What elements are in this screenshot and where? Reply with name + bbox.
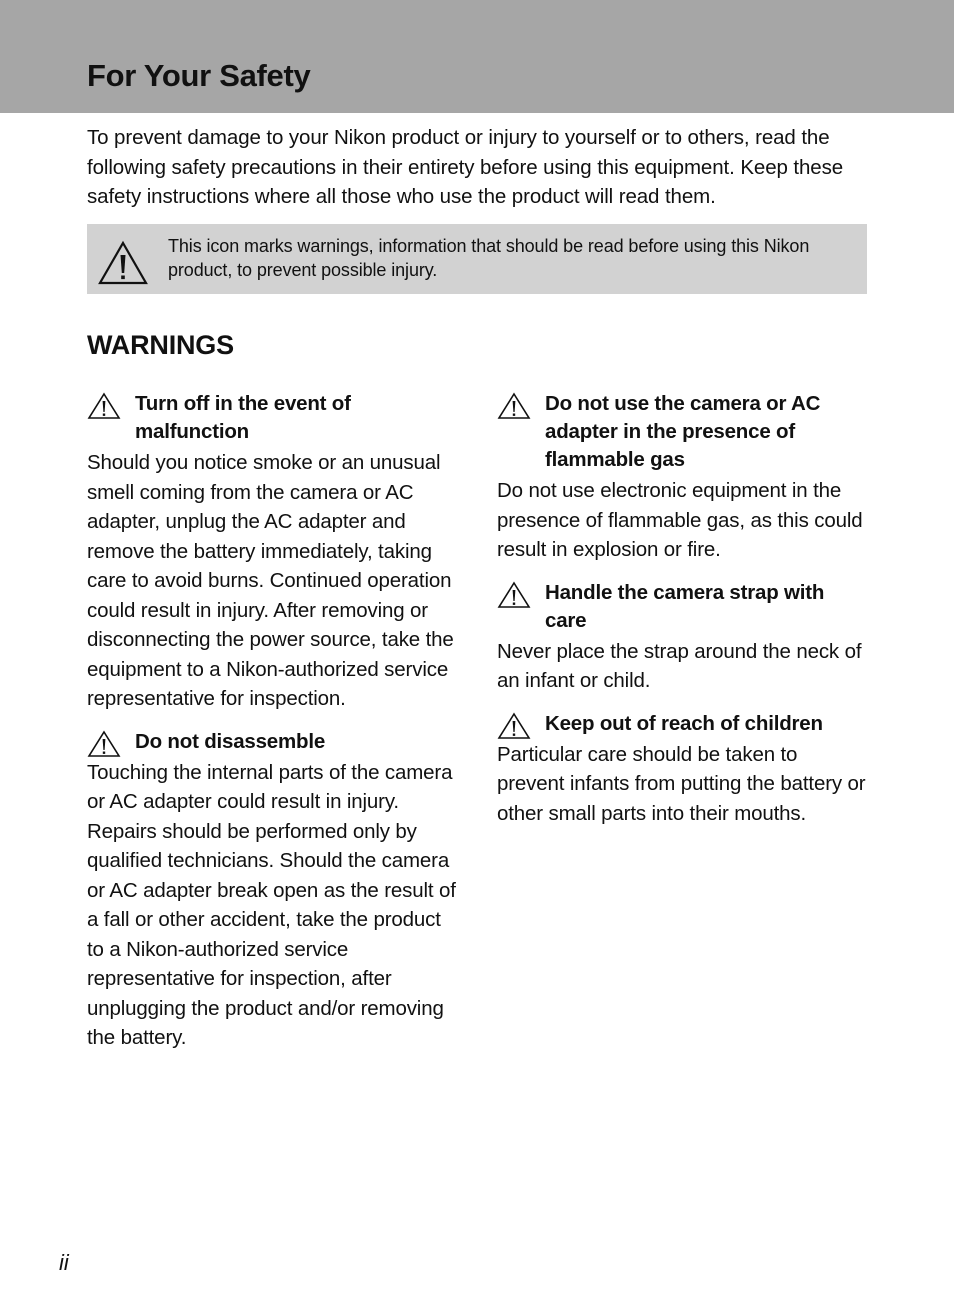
- intro-paragraph: To prevent damage to your Nikon product or injury to yourself or to others, read the following safety precautions in their entirety before using this equipment. Keep these safety instructions where all those who use the product will read them.: [87, 126, 844, 208]
- warning-item-body: Never place the strap around the neck of an infant or child.: [497, 639, 862, 692]
- warning-item-title: Do not disassemble: [135, 729, 326, 753]
- page-title: For Your Safety: [87, 58, 311, 93]
- warning-item: [87, 390, 459, 714]
- warning-item: [497, 579, 869, 696]
- warning-item: [497, 390, 869, 565]
- warning-icon: [497, 712, 531, 740]
- warnings-heading: WARNINGS: [87, 330, 234, 360]
- warning-icon: [97, 240, 149, 286]
- warnings-left-column: [87, 390, 459, 1067]
- warning-item-body: Should you notice smoke or an unusual smell coming from the camera or AC adapter, unplug the AC adapter and remove the battery immediately, taking care to avoid burns. Continued operation could result in injury. After removing or disconnecting the power source, take the equipment to a Nikon-authorized service representative for inspection.: [87, 451, 454, 710]
- warning-icon: [87, 730, 121, 758]
- warning-icon: [87, 392, 121, 420]
- warning-note-text: This icon marks warnings, information that should be read before using this Nikon product, to prevent possible injury.: [168, 236, 810, 280]
- warning-icon: [497, 392, 531, 420]
- warning-item-title: Turn off in the event of malfunction: [135, 392, 351, 443]
- warning-item-title: Keep out of reach of children: [545, 711, 823, 735]
- warning-item-title: Do not use the camera or AC adapter in the presence of flammable gas: [545, 392, 821, 471]
- page-number: ii: [59, 1250, 69, 1275]
- warnings-right-column: [497, 390, 869, 842]
- warning-icon: [497, 581, 531, 609]
- warning-item: [87, 728, 459, 1053]
- header-band: [0, 0, 954, 113]
- warning-note-box: [87, 224, 867, 294]
- warning-item: [497, 710, 869, 829]
- warning-item-title: Handle the camera strap with care: [545, 580, 825, 632]
- warning-item-body: Particular care should be taken to prevent infants from putting the battery or other small parts into their mouths.: [497, 742, 866, 825]
- warning-item-body: Touching the internal parts of the camera or AC adapter could result in injury. Repairs should be performed only by qualified technicians. Should the camera or AC adapter break open as the result of a fall or other accident, take the product to a Nikon-authorized service representative for inspection, after unplugging the product and/or removing the battery.: [87, 760, 456, 1049]
- warning-item-body: Do not use electronic equipment in the presence of flammable gas, as this could result in explosion or fire.: [497, 479, 863, 561]
